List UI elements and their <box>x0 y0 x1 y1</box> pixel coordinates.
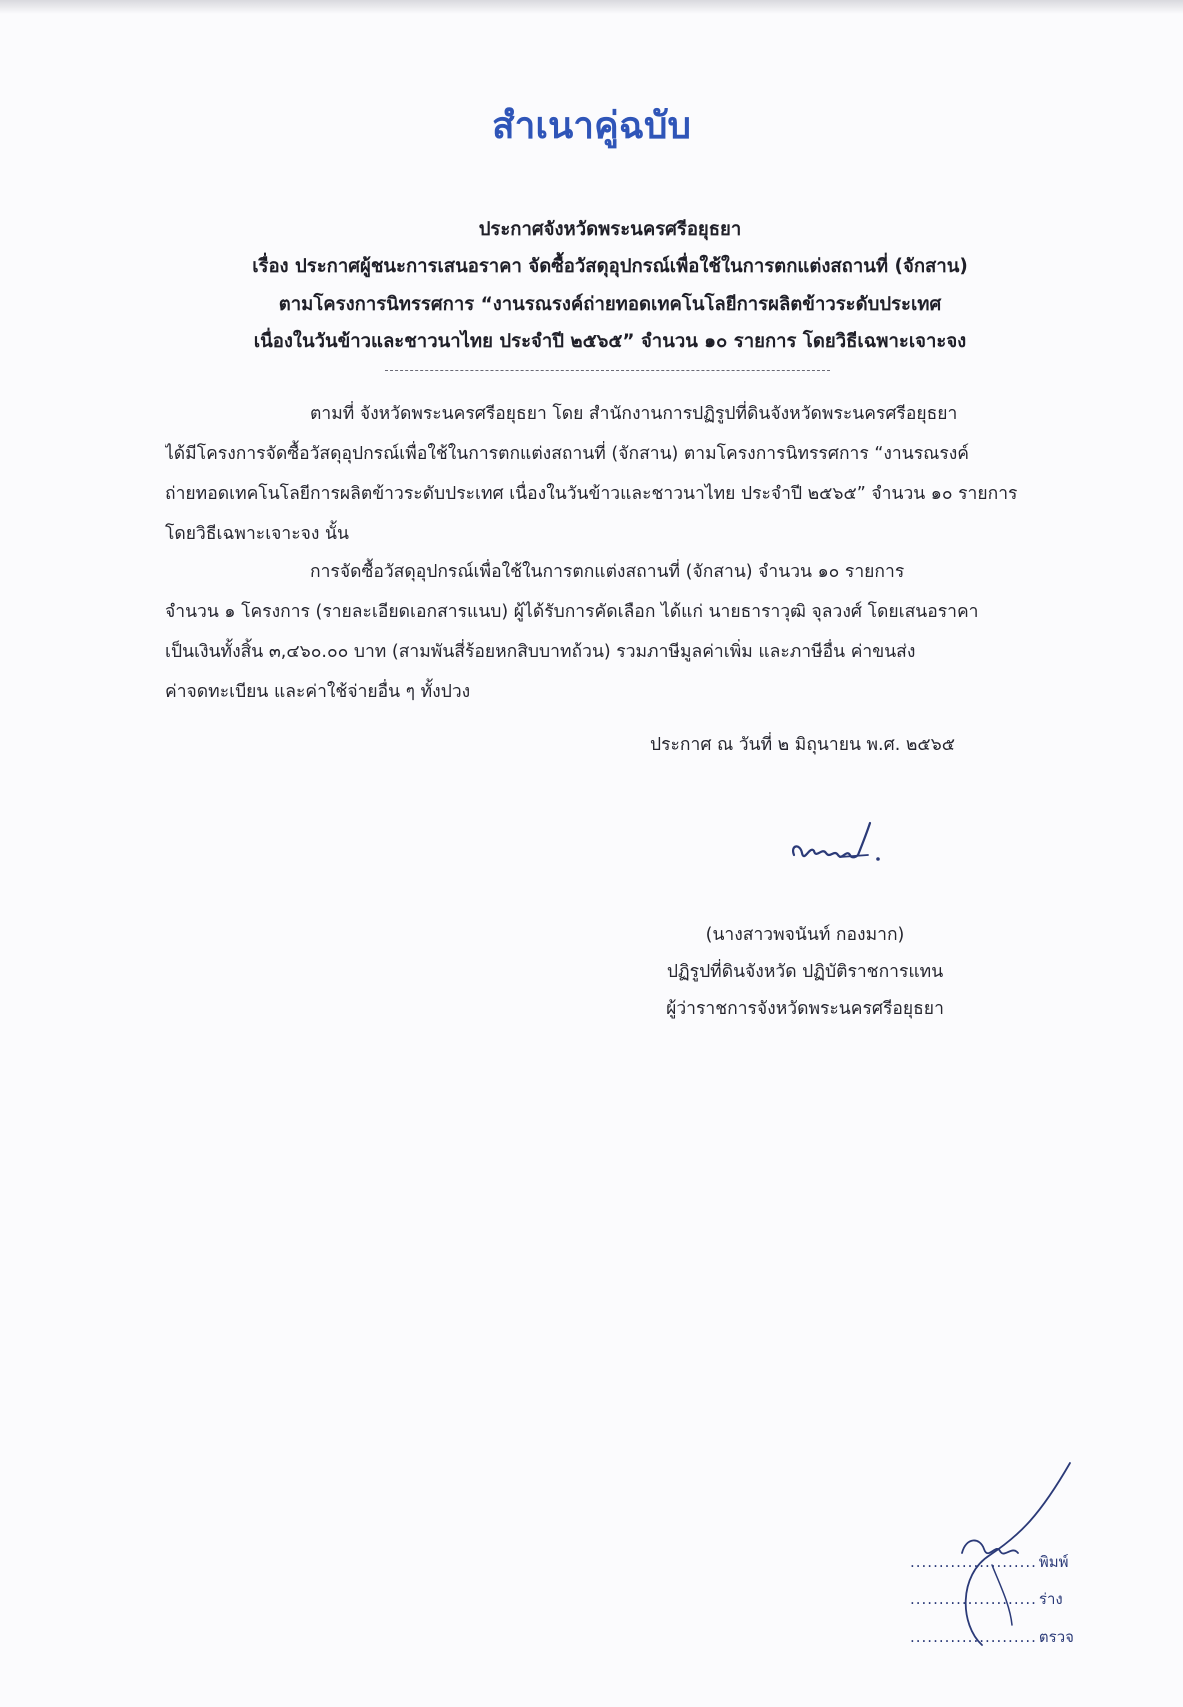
subject-line-2: ตามโครงการนิทรรศการ “งานรณรงค์ถ่ายทอดเทคโนโลยีการผลิตข้าวระดับประเทศ <box>278 294 942 315</box>
paragraph-2-line: จำนวน ๑ โครงการ (รายละเอียดเอกสารแนบ) ผู้ได้รับการคัดเลือก ได้แก่ นายธาราวุฒิ จุลวงศ์ โดยเสนอราคา <box>165 602 979 622</box>
paragraph-1 <box>165 394 1070 554</box>
subject-line-3: เนื่องในวันข้าวและชาวนาไทย ประจำปี ๒๕๖๕” จำนวน ๑๐ รายการ โดยวิธีเฉพาะเจาะจง <box>253 331 967 352</box>
paragraph-1-line: ตามที่ จังหวัดพระนครศรีอยุธยา โดย สำนักงานการปฏิรูปที่ดินจังหวัดพระนครศรีอยุธยา <box>310 404 958 424</box>
initials-row-drafted <box>910 1587 1090 1611</box>
dotted-line: ...................... <box>910 1590 1037 1608</box>
signer-office: ผู้ว่าราชการจังหวัดพระนครศรีอยุธยา <box>666 999 944 1019</box>
announcement-authority: ประกาศจังหวัดพระนครศรีอยุธยา <box>478 219 742 240</box>
dotted-line: ...................... <box>910 1628 1037 1646</box>
paragraph-1-line: โดยวิธีเฉพาะเจาะจง นั้น <box>165 524 349 544</box>
signer-name: (นางสาวพจนันท์ กองมาก) <box>705 925 905 945</box>
paragraph-2-line: ค่าจดทะเบียน และค่าใช้จ่ายอื่น ๆ ทั้งปวง <box>165 682 471 702</box>
announcement-date: ประกาศ ณ วันที่ ๒ มิถุนายน พ.ศ. ๒๕๖๕ <box>650 735 955 755</box>
heading-divider <box>385 370 830 371</box>
paragraph-2-line: เป็นเงินทั้งสิ้น ๓,๔๖๐.๐๐ บาท (สามพันสี่ร้อยหกสิบบาทถ้วน) รวมภาษีมูลค่าเพิ่ม และภาษีอื่น ค่าขนส่ง <box>165 642 916 662</box>
initials-label-typed: พิมพ์ <box>1038 1553 1069 1571</box>
handwritten-signature <box>780 815 910 885</box>
paragraph-1-line: ได้มีโครงการจัดซื้อวัสดุอุปกรณ์เพื่อใช้ในการตกแต่งสถานที่ (จักสาน) ตามโครงการนิทรรศการ “งานรณรงค์ <box>165 444 970 464</box>
initials-label-drafted: ร่าง <box>1038 1590 1063 1608</box>
initials-label-checked: ตรวจ <box>1038 1628 1074 1646</box>
initials-row-typed <box>910 1550 1090 1574</box>
scan-edge-shadow <box>0 0 1183 14</box>
initials-row-checked <box>910 1625 1090 1649</box>
subject-line-1: เรื่อง ประกาศผู้ชนะการเสนอราคา จัดซื้อวัสดุอุปกรณ์เพื่อใช้ในการตกแต่งสถานที่ (จักสาน) <box>252 256 968 277</box>
dotted-line: ...................... <box>910 1553 1037 1571</box>
initials-block <box>900 1455 1130 1665</box>
paragraph-2-line: การจัดซื้อวัสดุอุปกรณ์เพื่อใช้ในการตกแต่งสถานที่ (จักสาน) จำนวน ๑๐ รายการ <box>310 562 905 582</box>
signer-position: ปฏิรูปที่ดินจังหวัด ปฏิบัติราชการแทน <box>666 962 944 982</box>
paragraph-2 <box>165 552 1070 712</box>
copy-stamp: สำเนาคู่ฉบับ <box>491 103 691 147</box>
paragraph-1-line: ถ่ายทอดเทคโนโลยีการผลิตข้าวระดับประเทศ เนื่องในวันข้าวและชาวนาไทย ประจำปี ๒๕๖๕” จำนวน ๑๐ รายการ <box>165 484 1018 504</box>
